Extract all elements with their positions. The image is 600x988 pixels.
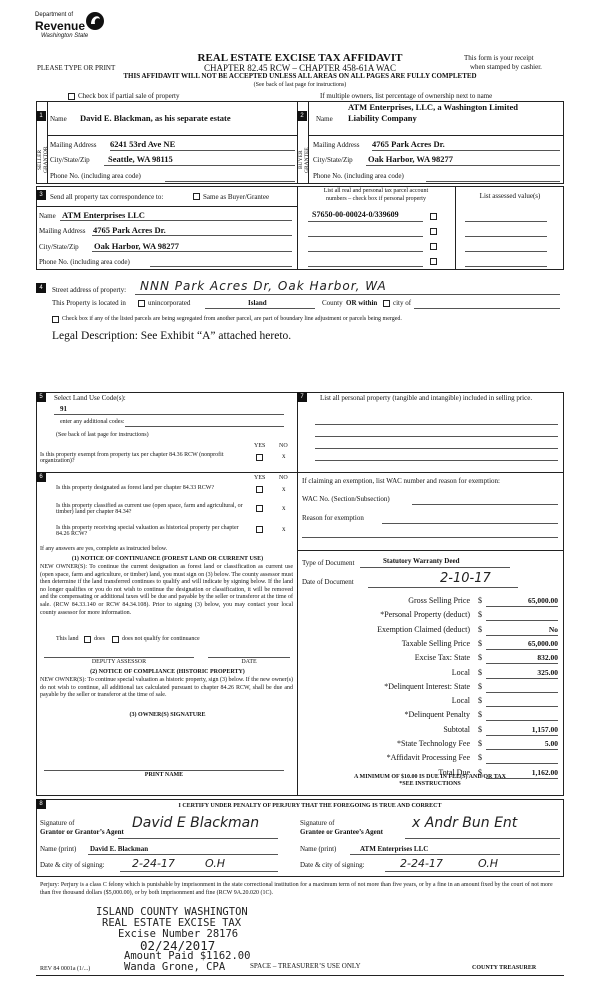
fee-currency: $ <box>478 681 482 691</box>
wac-number-label: WAC No. (Section/Subsection) <box>302 495 390 503</box>
fee-amount[interactable]: 1,162.00 <box>531 767 558 777</box>
fee-underline <box>486 635 558 636</box>
land-use-see-back: (See back of last page for instructions) <box>56 432 149 438</box>
grantor-name[interactable]: David E. Blackman <box>90 845 149 853</box>
land-use-label: Select Land Use Code(s): <box>54 394 126 402</box>
county-name[interactable]: Island <box>248 299 267 307</box>
fee-amount[interactable]: 65,000.00 <box>528 638 558 648</box>
fee-amount[interactable]: No <box>548 624 558 634</box>
exempt-answer[interactable]: x <box>282 452 286 460</box>
fee-currency: $ <box>478 667 482 677</box>
multiple-owners-note: If multiple owners, list percentage of ownership next to name <box>320 92 493 100</box>
section5-yes-header: YES <box>254 443 266 449</box>
grantee-signature-label-1: Signature of <box>300 819 335 827</box>
exemption-claim-label: If claiming an exemption, list WAC number and reason for exemption: <box>302 477 500 485</box>
personal-property-label: List all personal property (tangible and intangible) included in selling price. <box>320 394 533 402</box>
fee-label: Taxable Selling Price <box>401 638 470 648</box>
correspondence-city-label: City/State/Zip <box>39 243 79 251</box>
historic-answer[interactable]: x <box>282 525 286 533</box>
dor-emblem-icon <box>85 10 105 32</box>
parcel-header-1: List all real and personal tax parcel account <box>323 188 429 194</box>
grantor-name-label: Name (print) <box>40 845 77 853</box>
assessed-values-header: List assessed value(s) <box>479 192 541 200</box>
section-1-marker: 1 <box>36 111 46 121</box>
fee-label: *State Technology Fee <box>396 739 470 748</box>
forest-land-question: Is this property designated as forest land per chapter 84.33 RCW? <box>56 485 215 491</box>
buyer-phone-label: Phone No. (including area code) <box>313 172 404 180</box>
deputy-assessor-label: DEPUTY ASSESSOR <box>91 659 147 665</box>
fee-underline <box>486 606 558 607</box>
legal-description: Legal Description: See Exhibit “A” attached hereto. <box>52 330 292 342</box>
dor-logo <box>35 10 105 44</box>
section5-no-header: NO <box>279 443 288 449</box>
fee-underline <box>486 620 558 621</box>
seller-phone-label: Phone No. (including area code) <box>50 172 141 180</box>
fee-currency: $ <box>478 724 482 734</box>
grantee-date-label: Date & city of signing: <box>300 861 365 869</box>
fee-currency: $ <box>478 753 482 763</box>
grantee-signature-label-2: Grantee or Grantee’s Agent <box>300 828 384 836</box>
seller-name[interactable]: David E. Blackman, as his separate estate <box>80 113 231 123</box>
receipt-note-2: when stamped by cashier. <box>470 63 542 71</box>
notice-continuance-text: NEW OWNER(S): To continue the current designation as forest land or classification as current use (open space, farm and agriculture, or timber) land, you must sign on (3) below. The county assessor must then determine if the land transferred continues to qualify and will indicate by signing below. If the land no longer qualifies or you do not wish to continue the designation or classification, it will be removed and the compensating or additional taxes will be due and payable by the seller or transferor at the time of sale. (RCW 84.33.140 or RCW 84.34.108). Prior to signing (3) below, you may contact your local county assessor for more information. <box>40 564 293 616</box>
parcel-number[interactable]: S7650-00-00024-0/339609 <box>312 210 399 219</box>
unincorporated-label: unincorporated <box>148 299 191 307</box>
fee-underline <box>486 663 558 664</box>
fee-amount[interactable]: 832.00 <box>537 653 558 663</box>
parcel-2-personal-checkbox[interactable] <box>430 228 437 235</box>
correspondence-mailing[interactable]: 4765 Park Acres Dr. <box>93 225 166 235</box>
parcel-header-2: numbers – check box if personal property <box>326 196 426 202</box>
exempt-question: Is this property exempt from property tax per chapter 84.36 RCW (nonprofit organization)? <box>40 452 224 464</box>
logo-line-3: Washington State <box>41 33 89 39</box>
same-as-buyer-checkbox[interactable] <box>193 193 200 200</box>
excise-stamp-line-4: 02/24/2017 <box>140 938 216 953</box>
does-not-qualify-checkbox[interactable] <box>112 636 119 643</box>
county-treasurer-label: COUNTY TREASURER <box>472 965 537 971</box>
if-yes-note: If any answers are yes, complete as instructed below. <box>40 546 168 552</box>
or-within-label: OR within <box>346 299 378 307</box>
street-address-label: Street address of property: <box>52 286 127 294</box>
section-2-marker: 2 <box>297 111 307 121</box>
form-title: REAL ESTATE EXCISE TAX AFFIDAVIT <box>197 52 403 64</box>
fee-currency: $ <box>478 653 482 663</box>
historic-yes-checkbox[interactable] <box>256 526 263 533</box>
grantor-signature-label-1: Signature of <box>40 819 75 827</box>
grantee-name-label: Name (print) <box>300 845 337 853</box>
excise-stamp-line-6: Wanda Grone, CPA <box>124 961 226 973</box>
additional-codes-label: enter any additional codes: <box>60 419 125 425</box>
fee-underline <box>486 706 558 707</box>
county-label: County <box>322 299 343 307</box>
fee-underline <box>486 749 558 750</box>
this-land-label: This land <box>56 636 79 642</box>
logo-line-2: Revenue <box>35 19 86 33</box>
certify-statement: I CERTIFY UNDER PENALTY OF PERJURY THAT THE FOREGOING IS TRUE AND CORRECT <box>178 803 442 809</box>
grantor-city[interactable]: O.H <box>205 857 225 870</box>
land-use-code[interactable]: 91 <box>60 405 67 413</box>
section-8-marker: 8 <box>36 799 46 809</box>
form-subtitle: CHAPTER 82.45 RCW – CHAPTER 458-61A WAC <box>204 63 396 73</box>
seller-city-label: City/State/Zip <box>50 156 90 164</box>
partial-sale-label: Check box if partial sale of property <box>78 92 180 100</box>
fee-label: *Delinquent Interest: State <box>384 681 470 691</box>
partial-sale-checkbox[interactable] <box>68 93 75 100</box>
see-instructions-note: *SEE INSTRUCTIONS <box>399 781 461 787</box>
owner-signature-label: (3) OWNER(S) SIGNATURE <box>129 712 206 718</box>
section-4-marker: 4 <box>36 283 46 293</box>
within-city-checkbox[interactable] <box>383 300 390 307</box>
parcel-4-personal-checkbox[interactable] <box>430 258 437 265</box>
located-in-label: This Property is located in <box>52 299 126 307</box>
fee-currency: $ <box>478 710 482 720</box>
fee-label: Local <box>451 696 470 706</box>
section-3-marker: 3 <box>36 190 46 200</box>
fee-amount[interactable]: 1,157.00 <box>531 724 558 734</box>
perjury-statement: Perjury: Perjury is a class C felony which is punishable by imprisonment in the state correctional institution for a maximum term of not more than five years, or by a fine in an amount fixed by the court of not more than five thousand dollars ($5,000.00), or by both imprisonment and fine (RCW 9A.20.020 (1C). <box>40 882 553 896</box>
seller-mailing-label: Mailing Address <box>50 141 97 149</box>
document-type-label: Type of Document <box>302 559 355 567</box>
fee-currency: $ <box>478 638 482 648</box>
current-use-answer[interactable]: x <box>282 504 286 512</box>
grantor-signature[interactable]: David E Blackman <box>132 815 260 831</box>
fee-label: Gross Selling Price <box>408 596 470 605</box>
section6-no-header: NO <box>279 475 288 481</box>
fee-underline <box>486 720 558 721</box>
fee-label: Subtotal <box>443 724 470 734</box>
buyer-side-label: BUYER GRANTEE <box>298 147 310 173</box>
receipt-note-1: This form is your receipt <box>464 54 534 62</box>
grantee-signature[interactable]: x Andr Bun Ent <box>412 815 518 831</box>
buyer-city-label: City/State/Zip <box>313 156 353 164</box>
buyer-mailing[interactable]: 4765 Park Acres Dr. <box>372 139 445 149</box>
grantee-date[interactable]: 2-24-17 <box>400 857 443 870</box>
city-of-label: city of <box>393 299 412 307</box>
current-use-question: Is this property classified as current use (open space, farm and agricultural, or timber) land per chapter 84.34? <box>56 503 243 515</box>
notice-compliance-title: (2) NOTICE OF COMPLIANCE (HISTORIC PROPERTY) <box>90 669 245 675</box>
fee-underline <box>486 692 558 693</box>
grantor-signature-label-2: Grantor or Grantor’s Agent <box>40 828 124 836</box>
logo-line-1: Department of <box>35 12 74 18</box>
exempt-yes-checkbox[interactable] <box>256 454 263 461</box>
fee-label: Excise Tax: State <box>414 653 470 663</box>
buyer-city[interactable]: Oak Harbor, WA 98277 <box>368 154 454 164</box>
section6-yes-header: YES <box>254 475 266 481</box>
fee-underline <box>486 649 558 650</box>
fee-underline <box>486 735 558 736</box>
fee-currency: $ <box>478 739 482 748</box>
correspondence-name[interactable]: ATM Enterprises LLC <box>62 210 145 220</box>
fee-underline <box>486 763 558 764</box>
forest-answer[interactable]: x <box>282 485 286 493</box>
fee-label: Exemption Claimed (deduct) <box>377 624 470 634</box>
treasurer-space-label: SPACE – TREASURER’S USE ONLY <box>250 962 361 970</box>
unincorporated-checkbox[interactable] <box>138 300 145 307</box>
exemption-reason-label: Reason for exemption <box>302 514 364 522</box>
send-correspondence-label: Send all property tax correspondence to: <box>50 193 164 201</box>
section-6-marker: 6 <box>36 472 46 482</box>
fee-currency: $ <box>478 596 482 605</box>
excise-stamp-line-1: ISLAND COUNTY WASHINGTON <box>96 906 248 918</box>
form-revision: REV 84 0001a (1/...) <box>40 966 91 972</box>
buyer-name-line-1[interactable]: ATM Enterprises, LLC, a Washington Limited <box>348 102 518 112</box>
correspondence-mailing-label: Mailing Address <box>39 227 86 235</box>
fee-currency: $ <box>478 696 482 706</box>
seller-city[interactable]: Seattle, WA 98115 <box>108 154 173 164</box>
fee-currency: $ <box>478 767 482 777</box>
historic-question: Is this property receiving special valuation as historical property per chapter 84.26 RCW? <box>56 525 239 537</box>
type-or-print: PLEASE TYPE OR PRINT <box>37 64 116 72</box>
fee-label: *Affidavit Processing Fee <box>386 753 470 763</box>
does-not-label: does not qualify for continuance <box>122 636 200 642</box>
fee-label: Total Due <box>438 767 470 777</box>
grantor-date-label: Date & city of signing: <box>40 861 105 869</box>
notice-continuance-title: (1) NOTICE OF CONTINUANCE (FOREST LAND OR CURRENT USE) <box>71 556 264 562</box>
fee-label: *Delinquent Penalty <box>404 710 470 720</box>
seller-mailing[interactable]: 6241 53rd Ave NE <box>110 139 176 149</box>
excise-stamp-line-5: Amount Paid $1162.00 <box>124 950 251 962</box>
print-name-label: PRINT NAME <box>144 772 184 778</box>
notice-compliance-text: NEW OWNER(S): To continue special valuation as historic property, sign (3) below. If the new owner(s) do not wish to continue, all additional tax calculated pursuant to chapter 84.26 RCW, shall be due and payable by the seller or transferor at the time of sale. <box>40 677 293 699</box>
section-7-marker: 7 <box>297 392 307 402</box>
segregation-checkbox[interactable] <box>52 316 59 323</box>
parcel-3-personal-checkbox[interactable] <box>430 243 437 250</box>
seller-name-label: Name <box>50 115 67 123</box>
forest-yes-checkbox[interactable] <box>256 486 263 493</box>
does-label: does <box>94 636 105 642</box>
correspondence-city[interactable]: Oak Harbor, WA 98277 <box>94 241 180 251</box>
does-qualify-checkbox[interactable] <box>84 636 91 643</box>
excise-stamp-line-2: REAL ESTATE EXCISE TAX <box>102 917 242 929</box>
fee-amount[interactable]: 325.00 <box>537 667 558 677</box>
document-date[interactable]: 2-10-17 <box>440 571 491 586</box>
correspondence-name-label: Name <box>39 212 56 220</box>
fee-label: Local <box>451 667 470 677</box>
completion-notice: THIS AFFIDAVIT WILL NOT BE ACCEPTED UNLESS ALL AREAS ON ALL PAGES ARE FULLY COMPLETED <box>123 72 477 80</box>
fee-amount[interactable]: 5.00 <box>544 739 558 748</box>
buyer-name-label: Name <box>316 115 333 123</box>
grantor-date[interactable]: 2-24-17 <box>132 857 175 870</box>
parcel-1-personal-checkbox[interactable] <box>430 213 437 220</box>
section-5-marker: 5 <box>36 392 46 402</box>
see-back-instructions: (See back of last page for instructions) <box>253 82 347 88</box>
document-date-label: Date of Document <box>302 578 354 586</box>
fee-amount[interactable]: 65,000.00 <box>528 596 558 605</box>
buyer-mailing-label: Mailing Address <box>313 141 360 149</box>
assessor-date-label: DATE <box>241 659 257 665</box>
grantee-name[interactable]: ATM Enterprises LLC <box>360 845 429 853</box>
segregation-label: Check box if any of the listed parcels are being segregated from another parcel, are part of boundary line adjustment or parcels being merged. <box>62 316 402 322</box>
seller-side-label: SELLER GRANTOR <box>37 146 49 174</box>
fee-currency: $ <box>478 624 482 634</box>
current-use-yes-checkbox[interactable] <box>256 505 263 512</box>
fee-currency: $ <box>478 610 482 620</box>
fee-underline <box>486 678 558 679</box>
document-type[interactable]: Statutory Warranty Deed <box>383 557 460 565</box>
buyer-name-line-2[interactable]: Liability Company <box>348 113 417 123</box>
excise-stamp-line-3: Excise Number 28176 <box>118 928 239 940</box>
minimum-due-note: A MINIMUM OF $10.00 IS DUE IN FEE(S) AND/OR TAX <box>354 774 506 780</box>
grantee-city[interactable]: O.H <box>478 857 498 870</box>
fee-label: *Personal Property (deduct) <box>380 610 470 620</box>
same-as-buyer-label: Same as Buyer/Grantee <box>203 193 270 201</box>
street-address[interactable]: NNN Park Acres Dr, Oak Harbor, WA <box>140 279 387 293</box>
correspondence-phone-label: Phone No. (including area code) <box>39 258 130 266</box>
